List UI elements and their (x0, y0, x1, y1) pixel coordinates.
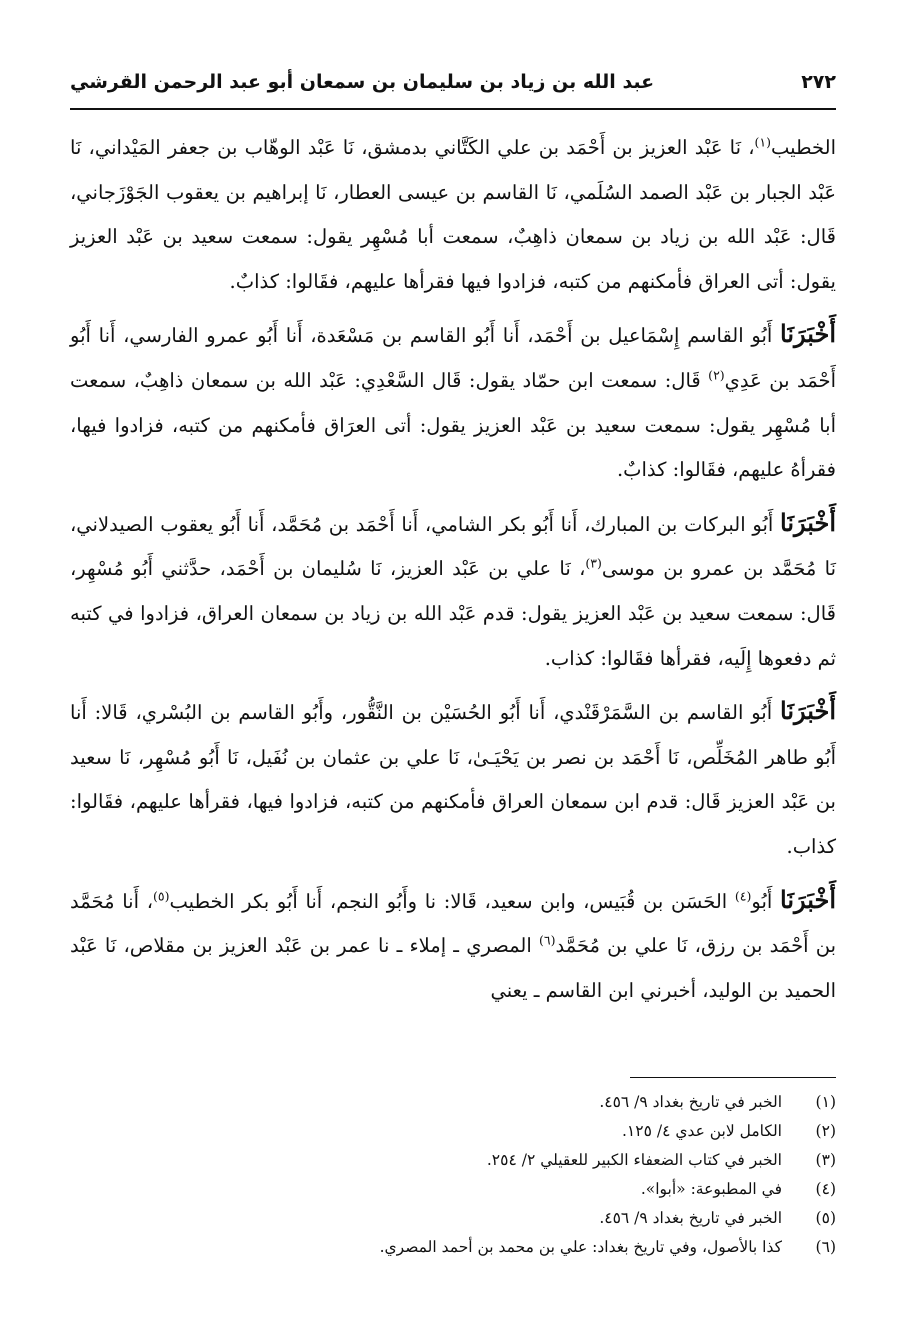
footnote-marker[interactable]: (٤) (734, 888, 752, 903)
footnote (70, 1204, 836, 1233)
header-rule (70, 108, 836, 110)
footnote-number: (١) (815, 1093, 836, 1111)
paragraph: أَخْبَرَنَا أَبُو البركات بن المبارك، أَنا أَبُو بكر الشامي، أَنا أَحْمَد بن مُحَمَّد، أَنا أَبُو يعقوب الصيدلاني، نَا مُحَمَّد بن عمرو بن موسى$^{(٣)}$، نَا علي بن عَبْد العزيز، نَا سُليمان بن أَحْمَد، حدَّثني أَبُو مُسْهِر، قَال: سمعت سعيد بن عَبْد العزيز يقول: قدم عَبْد الله بن زياد بن سمعان العراق، فزادوا في كتبه ثم دفعوها إِلَيه، فقرأها فقَالوا: كذاب. (70, 507, 836, 670)
footnote-text: الخبر في تاريخ بغداد ٩/ ٤٥٦. (599, 1093, 782, 1111)
footnote-separator (630, 1077, 836, 1078)
footnotes (70, 1088, 836, 1262)
footnote-number: (٢) (815, 1122, 836, 1140)
paragraph-lead-word: أَخْبَرَنَا (780, 884, 836, 914)
footnote-number: (٣) (815, 1151, 836, 1169)
footnote (70, 1117, 836, 1146)
paragraph-lead-word: أَخْبَرَنَا (780, 319, 836, 349)
body-text (70, 124, 836, 1013)
page-header (70, 62, 836, 102)
page-number: ٢٧٢ (801, 71, 836, 93)
paragraph-lead-word: أَخْبَرَنَا (780, 696, 836, 726)
footnote-number: (٤) (815, 1180, 836, 1198)
footnote-text: في المطبوعة: «أبوا». (640, 1180, 782, 1198)
footnote (70, 1233, 836, 1262)
footnote-number: (٥) (815, 1209, 836, 1227)
footnote (70, 1146, 836, 1175)
footnote-text: الكامل لابن عدي ٤/ ١٢٥. (621, 1122, 782, 1140)
running-title: عبد الله بن زياد بن سليمان بن سمعان أبو عبد الرحمن القرشي (70, 71, 655, 93)
footnote-marker[interactable]: (١) (754, 134, 772, 150)
footnote (70, 1175, 836, 1204)
footnote-text: الخبر في كتاب الضعفاء الكبير للعقيلي ٢/ ٢٥٤. (486, 1151, 782, 1169)
footnote-marker[interactable]: (٢) (708, 367, 725, 383)
paragraph-lead-word: أَخْبَرَنَا (780, 507, 836, 537)
paragraph: أَخْبَرَنَا أَبُو$^{(٤)}$ الحَسَن بن قُبَيس، وابن سعيد، قَالا: نا وأَبُو النجم، أَنا أَبُو بكر الخطيب$^{(٥)}$، أَنا مُحَمَّد بن أَحْمَد بن رزق، نَا علي بن مُحَمَّد$^{(٦)}$ المصري ـ إملاء ـ نا عمر بن عَبْد العزيز بن مقلاص، نَا عَبْد الحميد بن الوليد، أخبرني ابن القاسم ـ يعني (70, 884, 836, 1002)
paragraph: أَخْبَرَنَا أَبُو القاسم بن السَّمَرْقَنْدي، أَنا أَبُو الحُسَيْن بن النَّقُّور، وأَبُو القاسم بن البُسْري، قَالا: أَنا أَبُو طاهر المُخَلِّص، نَا أَحْمَد بن نصر بن يَحْيَـىٰ، نَا علي بن عثمان بن نُفَيل، نَا أَبُو مُسْهِر، نَا سعيد بن عَبْد العزيز قَال: قدم ابن سمعان العراق فأمكنهم من كتبه، فزادوا فيها، فقرأها عليهم، فقَالوا: كذاب. (70, 696, 836, 858)
paragraph: الخطيب$^{(١)}$، نَا عَبْد العزيز بن أَحْمَد بن علي الكَتَّاني بدمشق، نَا عَبْد الوهّاب بن جعفر المَيْداني، نَا عَبْد الجبار بن عَبْد الصمد السُلَمي، نَا القاسم بن عيسى العطار، نَا إبراهيم بن يعقوب الجَوْزَجاني، قَال: عَبْد الله بن زياد بن سمعان ذاهِبٌ، سمعت أبا مُسْهِر يقول: سمعت سعيد بن عَبْد العزيز يقول: أتى العراق فأمكنهم من كتبه، فزادوا فيها فقرأها عليهم، فقَالوا: كذابٌ. (70, 134, 836, 293)
footnote-marker[interactable]: (٥) (153, 888, 170, 903)
footnote-marker[interactable]: (٣) (585, 555, 602, 571)
footnote-marker[interactable]: (٦) (538, 932, 556, 948)
footnote (70, 1088, 836, 1117)
footnote-text: الخبر في تاريخ بغداد ٩/ ٤٥٦. (599, 1209, 782, 1227)
paragraph: أَخْبَرَنَا أَبُو القاسم إِسْمَاعيل بن أَحْمَد، أَنا أَبُو القاسم بن مَسْعَدة، أَنا أَبُو عمرو الفارسي، أَنا أَبُو أَحْمَد بن عَدِي$^{(٢)}$ قَال: سمعت ابن حمّاد يقول: قَال السَّعْدِي: عَبْد الله بن سمعان ذاهِبٌ، سمعت أبا مُسْهِر يقول: سمعت سعيد بن عَبْد العزيز يقول: أتى العرَاق فأمكنهم من كتبه، فزادوا فيها، فقرأهُ عليهم، فقَالوا: كذابٌ. (70, 319, 836, 482)
footnote-text: كذا بالأصول، وفي تاريخ بغداد: علي بن محمد بن أحمد المصري. (379, 1238, 782, 1256)
footnote-number: (٦) (815, 1238, 836, 1256)
